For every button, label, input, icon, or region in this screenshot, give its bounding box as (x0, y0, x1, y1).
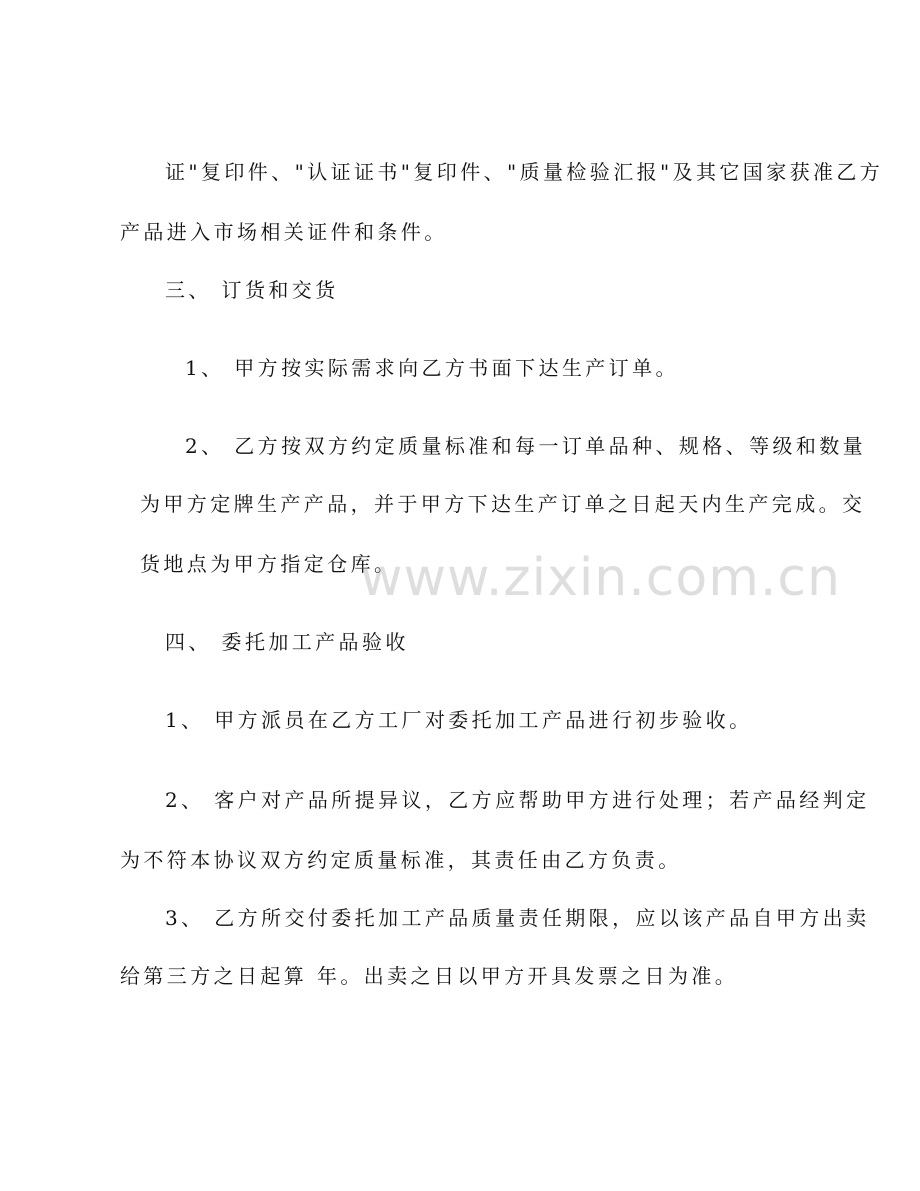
section-heading-3: 三、 订货和交货 (165, 278, 339, 302)
section-heading-4: 四、 委托加工产品验收 (165, 630, 409, 654)
text-line-2: 产品进入市场相关证件和条件。 (120, 220, 448, 244)
watermark: www.zixin.com.cn (360, 548, 841, 608)
text-line-11: 为不符本协议双方约定质量标准，其责任由乙方负责。 (120, 848, 682, 872)
text-line-9: 1、 甲方派员在乙方工厂对委托加工产品进行初步验收。 (165, 708, 753, 732)
text-line-4: 1、 甲方按实际需求向乙方书面下达生产订单。 (185, 356, 679, 380)
text-line-1: 证"复印件、"认证证书"复印件、"质量检验汇报"及其它国家获准乙方 (165, 160, 884, 184)
text-line-13: 给第三方之日起算 年。出卖之日以甲方开具发票之日为准。 (120, 964, 739, 988)
text-line-5: 2、 乙方按双方约定质量标准和每一订单品种、规格、等级和数量 (185, 434, 867, 458)
text-line-6: 为甲方定牌生产产品，并于甲方下达生产订单之日起天内生产完成。交 (140, 492, 866, 516)
text-line-7: 货地点为甲方指定仓库。 (140, 552, 398, 576)
text-line-10: 2、 客户对产品所提异议，乙方应帮助甲方进行处理；若产品经判定 (165, 788, 870, 812)
text-line-12: 3、 乙方所交付委托加工产品质量责任期限，应以该产品自甲方出卖 (165, 906, 870, 930)
